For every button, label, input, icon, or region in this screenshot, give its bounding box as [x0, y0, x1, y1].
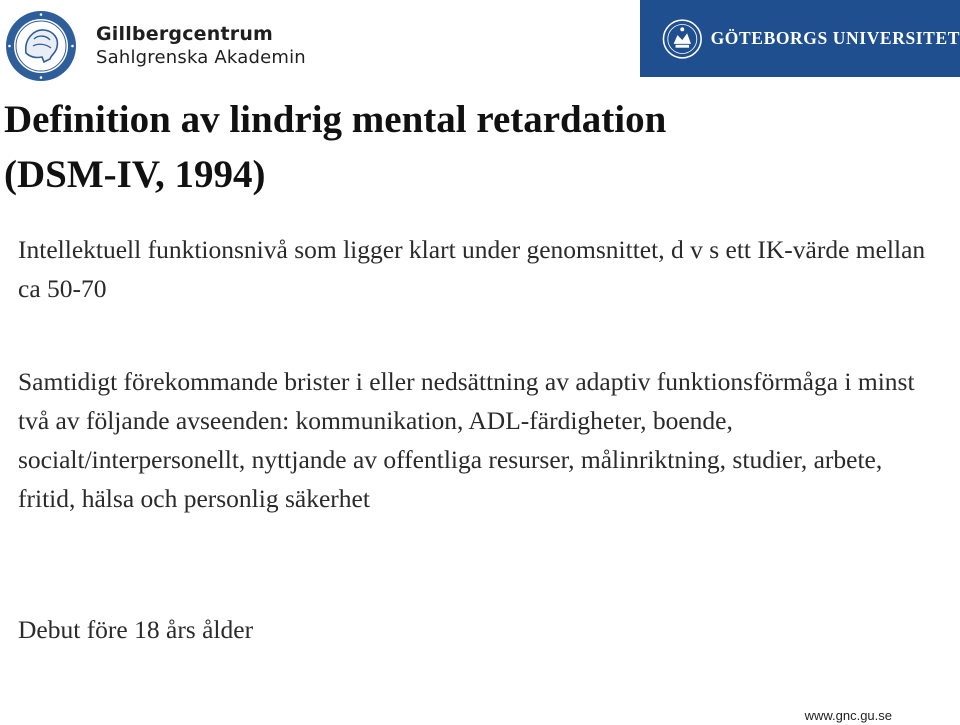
university-banner — [640, 0, 960, 77]
paragraph-adaptive-functioning: Samtidigt förekommande brister i eller nedsättning av adaptiv funktionsförmåga i minst två av följande avseenden: kommunikation, ADL-färdigheter, boende, socialt/interpersonellt, nyttjande av offentliga resurser, målinriktning, studier, arbete, fritid, hälsa och personlig säkerhet — [18, 367, 915, 513]
title-line-2: (DSM-IV, 1994) — [4, 153, 266, 196]
footer-url: www.gnc.gu.se — [804, 708, 892, 723]
center-name-block — [96, 22, 306, 70]
gillberg-seal-icon — [4, 9, 78, 83]
center-name: Gillbergcentrum — [96, 23, 274, 45]
paragraph-intellectual-level: Intellektuell funktionsnivå som ligger klart under genomsnittet, d v s ett IK-värde mellan ca 50-70 — [18, 235, 926, 303]
paragraph-onset: Debut före 18 års ålder — [18, 615, 254, 644]
university-crest-icon — [662, 18, 703, 60]
university-name: GÖTEBORGS UNIVERSITET — [710, 28, 960, 48]
gillberg-header — [4, 8, 306, 84]
title-line-1: Definition av lindrig mental retardation — [4, 98, 667, 141]
slide-title — [4, 92, 944, 202]
academy-name: Sahlgrenska Akademin — [96, 47, 306, 68]
